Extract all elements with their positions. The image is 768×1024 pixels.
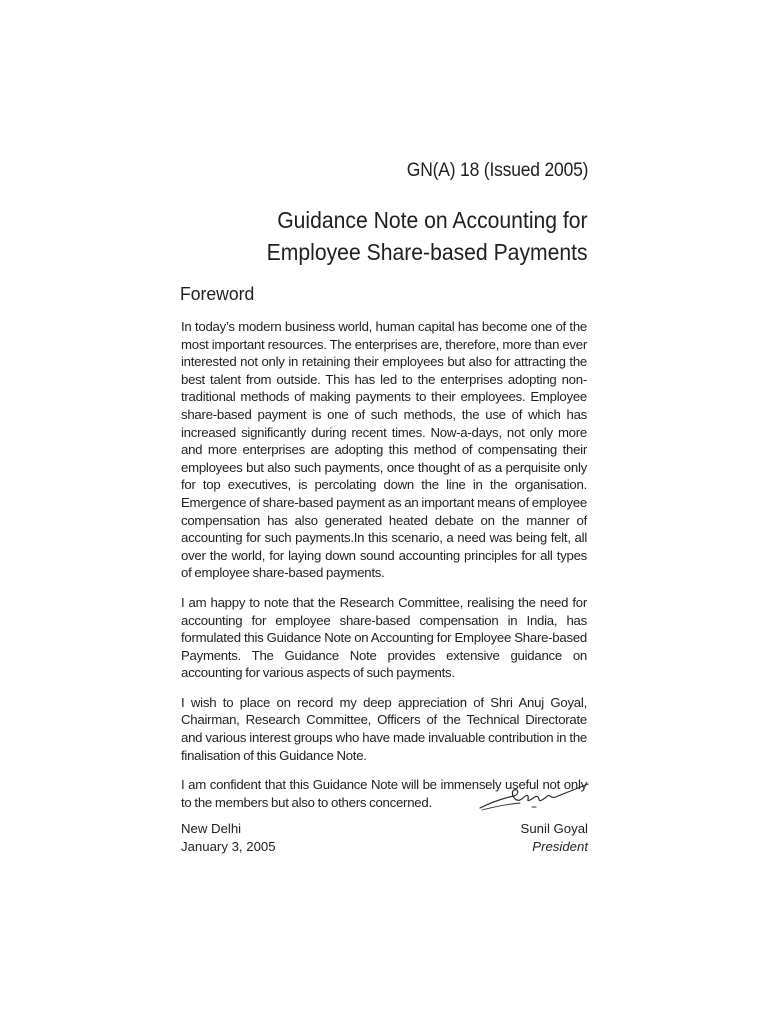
date: January 3, 2005 — [181, 839, 276, 854]
paragraph: I wish to place on record my deep appreciation of Shri Anuj Goyal, Chairman, Research Committee, Officers of the Technical Directorate and various interest groups who have made invaluable contribution in the finalisation of this Guidance Note. — [181, 694, 587, 763]
document-reference: GN(A) 18 (Issued 2005) — [406, 160, 588, 181]
section-heading: Foreword — [180, 283, 255, 304]
signer — [521, 820, 588, 856]
title-line-2: Employee Share-based Payments — [267, 239, 588, 265]
place: New Delhi — [181, 821, 242, 836]
paragraph: I am happy to note that the Research Committee, realising the need for accounting for employee share-based compensation in India, has formulated this Guidance Note on Accounting for Employee Share-based Payments. The Guidance Note provides extensive guidance on accounting for various aspects of such payments. — [181, 594, 587, 681]
document-title — [267, 204, 588, 268]
signer-name: Sunil Goyal — [520, 821, 588, 836]
signer-role: President — [532, 839, 588, 854]
place-date — [181, 820, 276, 856]
paragraph: I am confident that this Guidance Note will be immensely useful not only to the members but also to others concerned. — [181, 777, 587, 810]
paragraph: In today’s modern business world, human capital has become one of the most important resources. The enterprises are, therefore, more than ever interested not only in retaining their employees but also for attracting the best talent from outside. This has led to the enterprises adopting non-traditional methods of making payments to their employees. Employee share-based payment is one of such methods, the use of which has increased significantly during recent times. Now-a-days, not only more and more enterprises are adopting this method of compensating their employees but also such payments, once thought of as a perquisite only for top executives, is percolating down the line in the organisation. Emergence of share-based payment as an important means of employee compensation has also generated heated debate on the manner of accounting for such payments.In this scenario, a need was being felt, all over the world, for laying down sound accounting principles for all types of employee share-based payments. — [181, 319, 587, 581]
title-line-1: Guidance Note on Accounting for — [277, 207, 588, 233]
handwritten-signature — [474, 780, 590, 816]
foreword-body — [181, 318, 587, 823]
